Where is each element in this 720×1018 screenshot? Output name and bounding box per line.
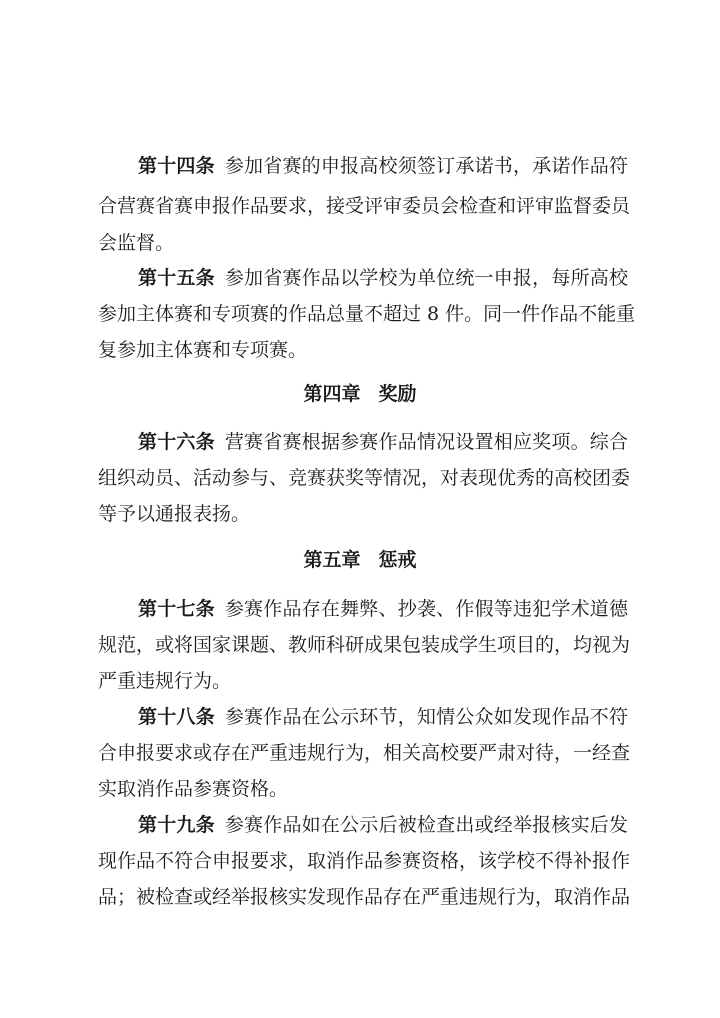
chapter-number: 第四章: [303, 383, 361, 405]
article-line: 第十四条 参加省赛的申报高校须签订承诺书，承诺作品符: [138, 155, 628, 177]
article-line: 严重违规行为。: [98, 670, 232, 692]
article-line: 第十六条 营赛省赛根据参赛作品情况设置相应奖项。综合: [138, 431, 628, 453]
article-number: 第十八条: [138, 706, 215, 728]
article-line: 组织动员、活动参与、竞赛获奖等情况，对表现优秀的高校团委: [98, 467, 631, 489]
article-number: 第十四条: [138, 155, 215, 177]
article-line: 现作品不符合申报要求，取消作品参赛资格，该学校不得补报作: [98, 850, 631, 872]
article-line: 参加主体赛和专项赛的作品总量不超过 8 件。同一件作品不能重: [98, 303, 636, 325]
article-line: 会监督。: [98, 232, 175, 254]
article-number: 第十九条: [138, 814, 215, 836]
article-line: 第十九条 参赛作品如在公示后被检查出或经举报核实后发: [138, 814, 628, 836]
article-number: 第十五条: [138, 267, 215, 289]
chapter-number: 第五章: [303, 549, 361, 571]
chapter-title: 惩戒: [378, 549, 417, 571]
chapter-heading-4: [0, 382, 720, 406]
article-line: 合申报要求或存在严重违规行为，相关高校要严肃对待，一经查: [98, 742, 631, 764]
article-line: 第十五条 参加省赛作品以学校为单位统一申报，每所高校: [138, 267, 628, 289]
article-line: 合营赛省赛申报作品要求，接受评审委员会检查和评审监督委员: [98, 195, 631, 217]
article-line: 复参加主体赛和专项赛。: [98, 339, 308, 361]
article-line: 规范，或将国家课题、教师科研成果包装成学生项目的，均视为: [98, 634, 631, 656]
chapter-heading-5: [0, 548, 720, 572]
article-line: 实取消作品参赛资格。: [98, 778, 289, 800]
article-number: 第十六条: [138, 431, 215, 453]
article-line: 第十八条 参赛作品在公示环节，知情公众如发现作品不符: [138, 706, 628, 728]
article-line: 第十七条 参赛作品存在舞弊、抄袭、作假等违犯学术道德: [138, 598, 628, 620]
article-line: 品；被检查或经举报核实发现作品存在严重违规行为，取消作品: [98, 886, 631, 908]
article-line: 等予以通报表扬。: [98, 503, 251, 525]
article-number: 第十七条: [138, 598, 215, 620]
chapter-title: 奖励: [378, 383, 417, 405]
